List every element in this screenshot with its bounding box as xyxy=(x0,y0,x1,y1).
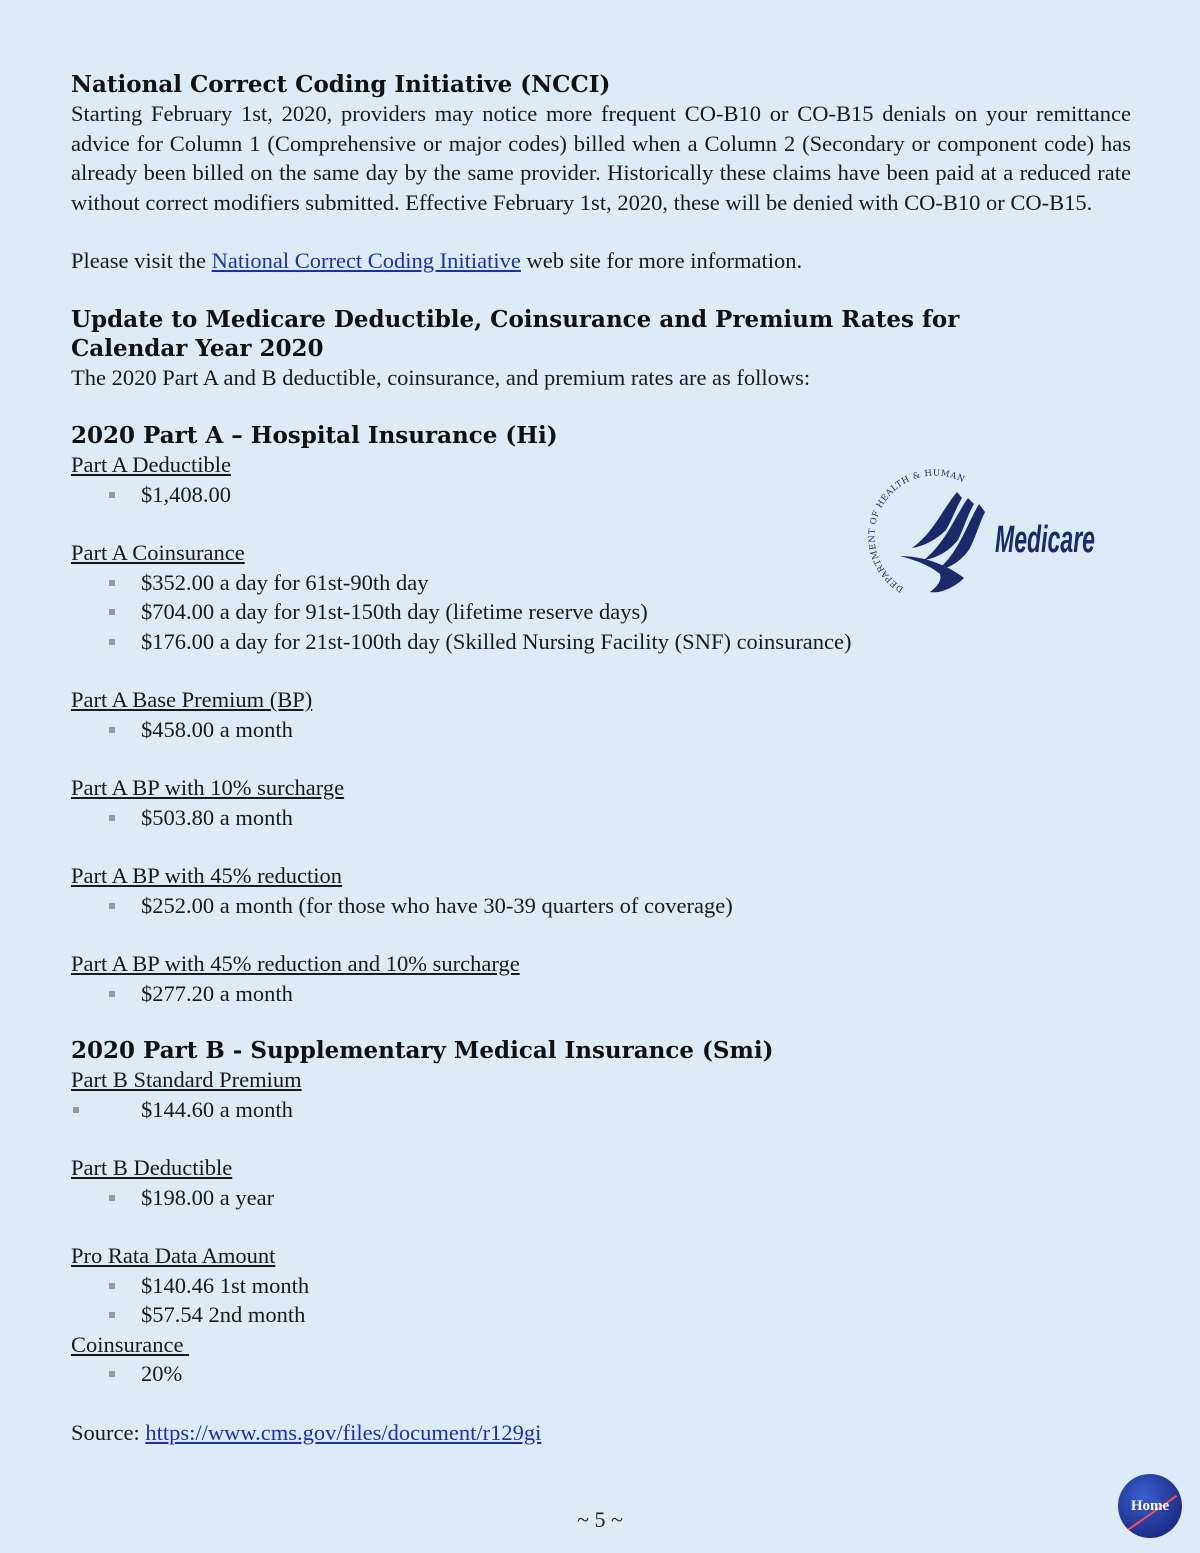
list-item: $458.00 a month xyxy=(71,715,1131,745)
part-a-surcharge-list xyxy=(71,803,1131,833)
part-a-reduction-surcharge-label: Part A BP with 45% reduction and 10% surcharge xyxy=(71,951,520,976)
list-item: $252.00 a month (for those who have 30-39 quarters of coverage) xyxy=(71,891,1131,921)
ncci-link[interactable]: National Correct Coding Initiative xyxy=(211,248,521,273)
page-content xyxy=(71,70,1131,1447)
part-a-heading: 2020 Part A – Hospital Insurance (Hi) xyxy=(71,422,558,449)
part-a-deductible-label: Part A Deductible xyxy=(71,452,231,477)
page-number: ~ 5 ~ xyxy=(577,1507,623,1532)
medicare-wordmark: Medicare xyxy=(995,519,1095,561)
source-link[interactable]: https://www.cms.gov/files/document/r129gi xyxy=(145,1419,542,1445)
part-b-standard-list xyxy=(71,1095,1131,1125)
prorata-list xyxy=(71,1271,1131,1330)
part-a-reduction-surcharge-list xyxy=(71,979,1131,1009)
list-item: $176.00 a day for 21st-100th day (Skilled Nursing Facility (SNF) coinsurance) xyxy=(71,627,1131,657)
list-item: $277.20 a month xyxy=(71,979,1131,1009)
ncci-heading: National Correct Coding Initiative (NCCI) xyxy=(71,71,611,98)
part-a-reduction-label: Part A BP with 45% reduction xyxy=(71,863,343,888)
part-b-standard-label: Part B Standard Premium xyxy=(71,1067,302,1092)
list-item: $352.00 a day for 61st-90th day xyxy=(71,568,1131,598)
list-item: 20% xyxy=(71,1359,1131,1389)
part-a-surcharge-label: Part A BP with 10% surcharge xyxy=(71,775,345,800)
part-b-coinsurance-list xyxy=(71,1359,1131,1389)
list-item: $704.00 a day for 91st-150th day (lifetime reserve days) xyxy=(71,597,1131,627)
update-intro: The 2020 Part A and B deductible, coinsurance, and premium rates are as follows: xyxy=(71,364,811,390)
part-b-deductible-list xyxy=(71,1183,1131,1213)
home-label: Home xyxy=(1130,1497,1170,1514)
source-prefix: Source: xyxy=(71,1419,146,1445)
update-heading-line1: Update to Medicare Deductible, Coinsurance and Premium Rates for xyxy=(71,305,960,333)
update-heading-line2: Calendar Year 2020 xyxy=(71,334,324,362)
source-line xyxy=(71,1418,1131,1448)
ncci-visit-line xyxy=(71,246,1131,276)
visit-suffix: web site for more information. xyxy=(520,248,803,273)
seal-text: DEPARTMENT OF HEALTH & HUMAN xyxy=(867,468,967,594)
prorata-label: Pro Rata Data Amount xyxy=(71,1243,276,1268)
part-a-base-label: Part A Base Premium (BP) xyxy=(71,687,313,712)
list-item: $1,408.00 xyxy=(71,480,1131,510)
list-item: $57.54 2nd month xyxy=(71,1300,1131,1330)
part-b-coinsurance-label: Coinsurance xyxy=(71,1331,190,1357)
list-item: $198.00 a year xyxy=(71,1183,1131,1213)
part-a-reduction-list xyxy=(71,891,1131,921)
list-item: $140.46 1st month xyxy=(71,1271,1131,1301)
list-item: $503.80 a month xyxy=(71,803,1131,833)
part-a-coinsurance-label: Part A Coinsurance xyxy=(71,540,245,565)
part-b-deductible-label: Part B Deductible xyxy=(71,1155,233,1180)
visit-prefix: Please visit the xyxy=(71,248,212,273)
home-button[interactable] xyxy=(1118,1474,1182,1538)
list-item: $144.60 a month xyxy=(71,1095,1131,1125)
medicare-logo xyxy=(842,460,1102,600)
ncci-paragraph: Starting February 1st, 2020, providers may notice more frequent CO-B10 or CO-B15 denials on your remittance advice for Column 1 (Comprehensive or major codes) billed when a Column 2 (Secondary or component code) has already been billed on the same day by the same provider. Historically these claims have been paid at a reduced rate without correct modifiers submitted. Effective February 1st, 2020, these will be denied with CO-B10 or CO-B15. xyxy=(71,101,1131,215)
part-b-heading: 2020 Part B - Supplementary Medical Insurance (Smi) xyxy=(71,1037,774,1064)
hhs-seal-icon xyxy=(842,460,1102,600)
part-a-base-list xyxy=(71,715,1131,745)
